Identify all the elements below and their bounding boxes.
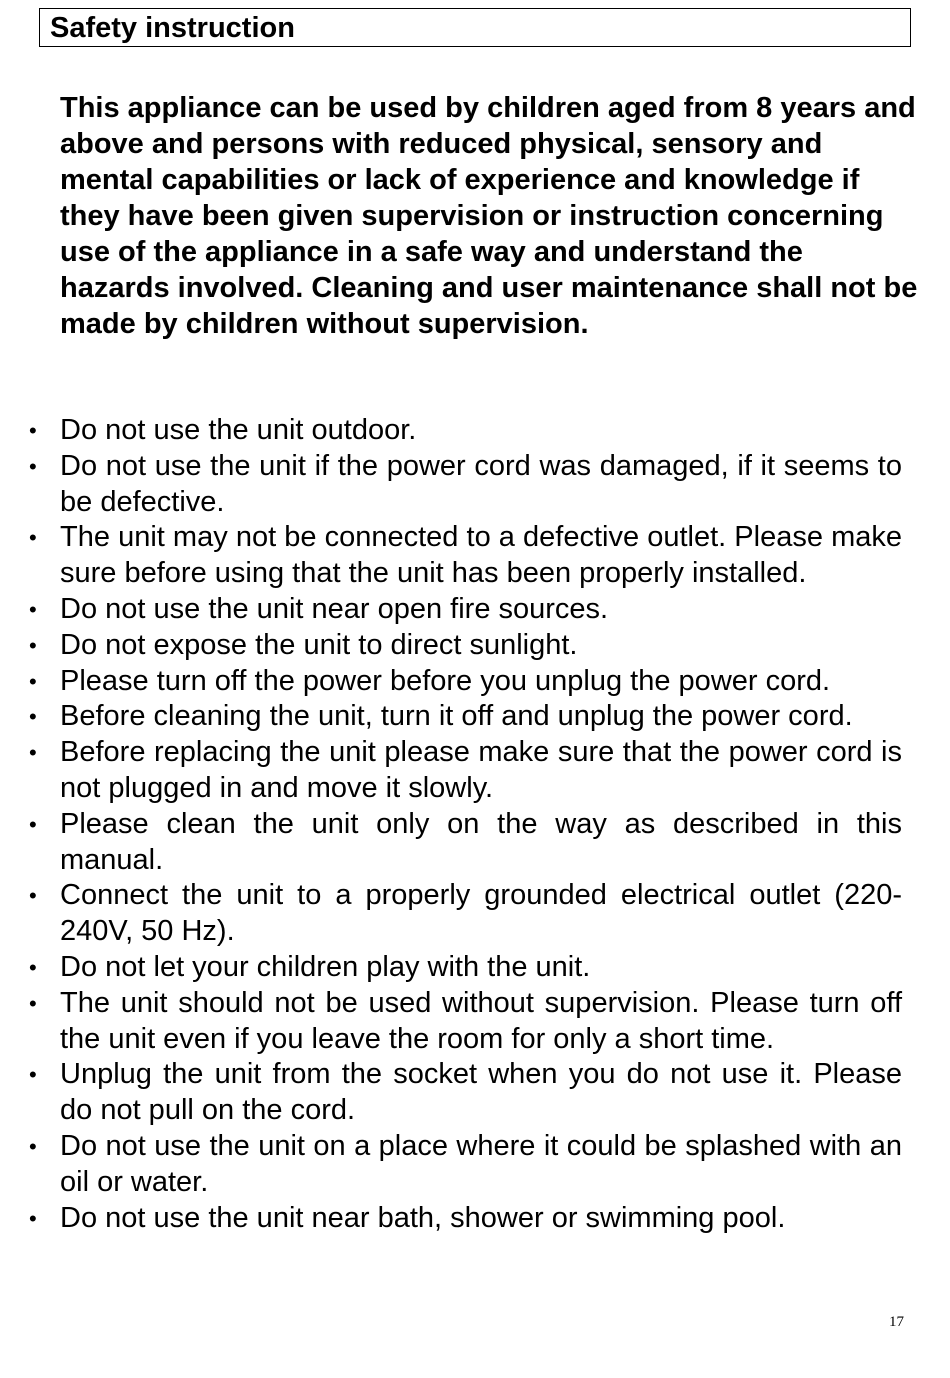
bullet-item xyxy=(0,664,902,700)
bullet-item xyxy=(0,950,902,986)
bullet-text: The unit should not be used without supervision. Please turn off the unit even if you leave the room for only a short time. xyxy=(60,986,902,1055)
bullet-text: Do not expose the unit to direct sunlight. xyxy=(60,628,578,661)
bullet-icon: • xyxy=(29,740,37,766)
bullet-text: Do not let your children play with the unit. xyxy=(60,950,591,983)
bullet-item xyxy=(0,986,902,1058)
bullet-text: Do not use the unit if the power cord was damaged, if it seems to be defective. xyxy=(60,449,902,518)
bullet-item xyxy=(0,413,902,449)
bullet-item xyxy=(0,1201,902,1237)
bullet-text: Before cleaning the unit, turn it off and unplug the power cord. xyxy=(60,700,853,733)
bullet-icon: • xyxy=(29,954,37,980)
children-warning-paragraph: This appliance can be used by children aged from 8 years and above and persons with reduced physical, sensory and mental capabilities or lack of experience and knowledge if they have been given supervision or instruction concerning use of the appliance in a safe way and understand the hazards involved. Cleaning and user maintenance shall not be made by children without supervision. xyxy=(60,92,918,340)
bullet-text: Unplug the unit from the socket when you do not use it. Please do not pull on the cord. xyxy=(60,1058,902,1127)
bullet-text: Before replacing the unit please make sure that the power cord is not plugged in and move it slowly. xyxy=(60,736,902,804)
bullet-icon: • xyxy=(29,1062,37,1088)
bullet-icon: • xyxy=(29,632,37,658)
bullet-text: The unit may not be connected to a defective outlet. Please make sure before using that the unit has been properly installed. xyxy=(60,521,902,590)
bullet-icon: • xyxy=(29,1133,37,1159)
bullet-text: Connect the unit to a properly grounded electrical outlet (220-240V, 50 Hz). xyxy=(60,879,902,948)
bullet-icon: • xyxy=(29,811,37,837)
section-header xyxy=(39,8,911,47)
bullet-item xyxy=(0,735,902,807)
bullet-text: Do not use the unit on a place where it could be splashed with an oil or water. xyxy=(60,1129,902,1198)
bullet-icon: • xyxy=(29,883,37,909)
bullet-item xyxy=(0,807,902,879)
bullet-icon: • xyxy=(29,453,37,479)
bullet-icon: • xyxy=(29,1205,37,1231)
bullet-item xyxy=(0,1057,902,1129)
section-title: Safety instruction xyxy=(50,12,295,44)
bullet-icon: • xyxy=(29,990,37,1016)
bullet-item xyxy=(0,449,902,521)
bullet-item xyxy=(0,520,902,592)
bullet-item xyxy=(0,878,902,950)
bullet-text: Please clean the unit only on the way as described in this manual. xyxy=(60,807,902,876)
safety-bullet-list xyxy=(0,413,950,1236)
page-number: 17 xyxy=(889,1314,904,1330)
bullet-text: Do not use the unit near open fire sources. xyxy=(60,592,609,625)
bullet-icon: • xyxy=(29,668,37,694)
bullet-text: Do not use the unit near bath, shower or swimming pool. xyxy=(60,1201,786,1234)
bullet-icon: • xyxy=(29,418,37,443)
bullet-item xyxy=(0,1129,902,1201)
bullet-icon: • xyxy=(29,525,37,551)
bullet-icon: • xyxy=(29,704,37,730)
bullet-item xyxy=(0,628,902,664)
bullet-item xyxy=(0,592,902,628)
bullet-text: Please turn off the power before you unplug the power cord. xyxy=(60,664,831,697)
bullet-icon: • xyxy=(29,596,37,622)
bullet-text: Do not use the unit outdoor. xyxy=(60,414,417,446)
bullet-item xyxy=(0,699,902,735)
